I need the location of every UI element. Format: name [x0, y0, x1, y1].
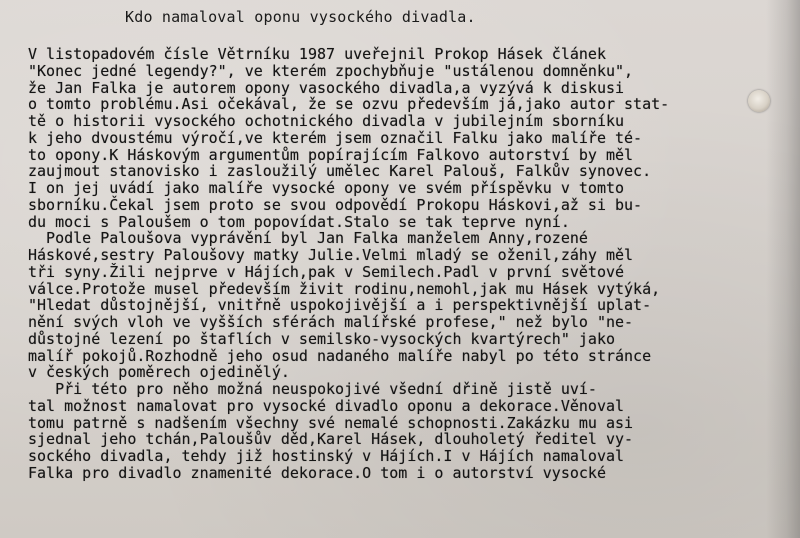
- document-body: [28, 46, 669, 482]
- text-line: tři syny.Žili nejprve v Hájích,pak v Semilech.Padl v první světové: [28, 262, 625, 281]
- text-line: to opony.K Háskovým argumentům popírajícím Falkovo autorství by měl: [28, 145, 634, 164]
- text-line: k jeho dvoustému výročí,ve kterém jsem označil Falku jako malíře té-: [28, 128, 643, 147]
- text-line: nění svých vloh ve vyšších sférách malířské profese," než bylo "ne-: [28, 313, 634, 331]
- text-line: V listopadovém čísle Větrníku 1987 uveřejnil Prokop Hásek článek: [28, 45, 606, 63]
- text-line: válce.Protože musel především živit rodinu,nemohl,jak mu Hásek vytýká,: [28, 279, 661, 298]
- text-line: Falka pro divadlo znamenité dekorace.O tom i o autorství vysocké: [28, 463, 606, 482]
- text-line: malíř pokojů.Rozhodně jeho osud nadaného malíře nabyl po této stránce: [28, 346, 652, 365]
- text-line: du moci s Paloušem o tom popovídat.Stalo se tak teprve nyní.: [28, 212, 570, 231]
- text-line: "Hledat důstojnější, vnitřně uspokojivější a i perspektivnější uplat-: [28, 296, 652, 315]
- document-title: Kdo namaloval oponu vysockého divadla.: [125, 8, 476, 26]
- text-line: sockého divadla, tehdy již hostinský v Hájích.I v Hájích namaloval: [28, 447, 625, 465]
- text-line: Podle Paloušova vyprávění byl Jan Falka manželem Anny,rozené: [28, 229, 588, 248]
- text-line: sjednal jeho tchán,Paloušův děd,Karel Hásek, dlouholetý ředitel vy-: [28, 430, 634, 449]
- text-line: Při této pro něho možná neuspokojivé všední dřině jistě uví-: [28, 380, 597, 398]
- text-line: sborníku.Čekal jsem proto se svou odpovědí Prokopu Háskovi,až si bu-: [28, 195, 643, 214]
- text-line: v českých poměrech ojedinělý.: [28, 363, 290, 382]
- text-line: o tomto problému.Asi očekával, že se ozvu především já,jako autor stat-: [28, 95, 670, 114]
- page-edge-shadow: [766, 0, 800, 538]
- text-line: "Konec jedné legendy?", ve kterém zpochybňuje "ustálenou domněnku",: [28, 61, 634, 80]
- text-line: tomu patrně s nadšením všechny své nemalé schopnosti.Zakázku mu asi: [28, 413, 634, 432]
- text-line: tě o historii vysockého ochotnického divadla v jubilejním sborníku: [28, 112, 625, 130]
- text-line: I on jej uvádí jako malíře vysocké opony ve svém příspěvku v tomto: [28, 179, 625, 197]
- text-line: důstojné lezení po štaflích v semilsko-vysockých kvartýrech" jako: [28, 329, 615, 348]
- text-line: Háskové,sestry Paloušovy matky Julie.Velmi mladý se oženil,záhy měl: [28, 246, 634, 264]
- text-line: zaujmout stanovisko i zasloužilý umělec Karel Palouš, Falkův synovec.: [28, 162, 652, 181]
- text-line: tal možnost namalovat pro vysocké divadlo oponu a dekorace.Věnoval: [28, 396, 625, 415]
- text-line: že Jan Falka je autorem opony vasockého divadla,a vyzývá k diskusi: [28, 78, 625, 97]
- binder-hole: [748, 90, 770, 112]
